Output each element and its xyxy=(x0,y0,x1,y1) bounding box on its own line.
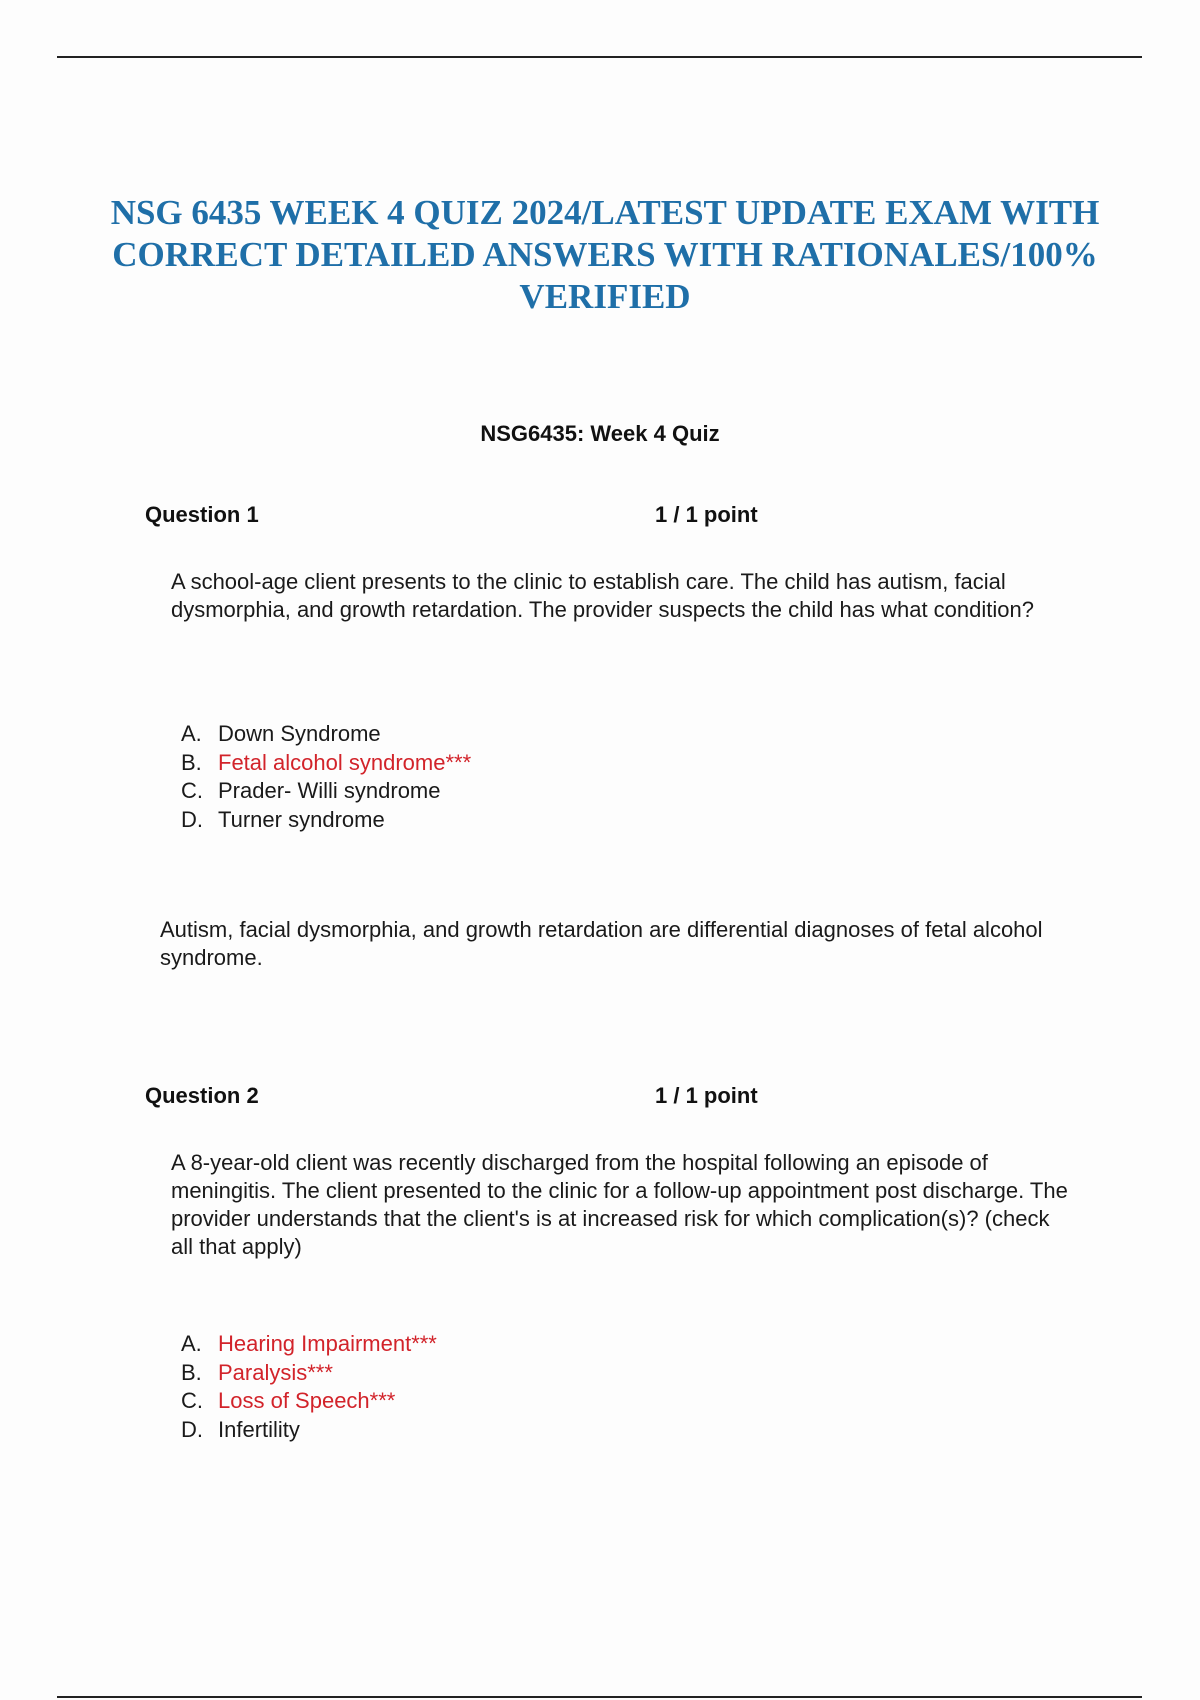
option-letter: D. xyxy=(181,1416,203,1442)
option-text: Fetal alcohol syndrome*** xyxy=(218,749,472,775)
option-text: Infertility xyxy=(218,1416,300,1442)
option-text: Prader- Willi syndrome xyxy=(218,778,441,803)
question-1-stem: A school-age client presents to the clinic to establish care. The child has autism, facial dysmorphia, and growth retardation. The provider suspects the child has what condition? xyxy=(171,569,1034,622)
option-letter: D. xyxy=(181,806,203,832)
option-letter: A. xyxy=(181,721,202,746)
bottom-rule xyxy=(57,1696,1142,1698)
option-letter: A. xyxy=(181,1331,202,1356)
option-text: Paralysis*** xyxy=(218,1359,333,1385)
option-letter: C. xyxy=(181,778,203,803)
option-c-correct xyxy=(181,1387,437,1416)
question-2-label: Question 2 xyxy=(145,1083,259,1108)
question-2-options xyxy=(181,1330,437,1444)
question-1-points: 1 / 1 point xyxy=(655,502,758,527)
option-b-correct xyxy=(181,1359,437,1388)
option-text: Turner syndrome xyxy=(218,806,385,832)
option-b-correct xyxy=(181,749,471,778)
quiz-heading: NSG6435: Week 4 Quiz xyxy=(480,421,720,446)
option-letter: C. xyxy=(181,1388,203,1413)
question-1-label: Question 1 xyxy=(145,502,259,527)
question-1-options xyxy=(181,720,471,834)
option-letter: B. xyxy=(181,749,202,775)
option-text: Down Syndrome xyxy=(218,721,381,746)
option-text: Loss of Speech*** xyxy=(218,1388,396,1413)
option-a xyxy=(181,720,471,749)
question-2-points: 1 / 1 point xyxy=(655,1083,758,1108)
option-d xyxy=(181,1416,437,1445)
option-text: Hearing Impairment*** xyxy=(218,1331,437,1356)
document-title: NSG 6435 WEEK 4 QUIZ 2024/LATEST UPDATE EXAM WITH CORRECT DETAILED ANSWERS WITH RATIONALES/100% VERIFIED xyxy=(110,193,1100,316)
question-2-stem: A 8-year-old client was recently discharged from the hospital following an episode of meningitis. The client presented to the clinic for a follow-up appointment post discharge. The provider understands that the client's is at increased risk for which complication(s)? (check all that apply) xyxy=(171,1150,1068,1259)
option-letter: B. xyxy=(181,1359,202,1385)
option-a-correct xyxy=(181,1330,437,1359)
option-d xyxy=(181,806,471,835)
top-rule xyxy=(57,56,1142,58)
option-c xyxy=(181,777,471,806)
question-1-rationale: Autism, facial dysmorphia, and growth retardation are differential diagnoses of fetal alcohol syndrome. xyxy=(160,917,1043,970)
